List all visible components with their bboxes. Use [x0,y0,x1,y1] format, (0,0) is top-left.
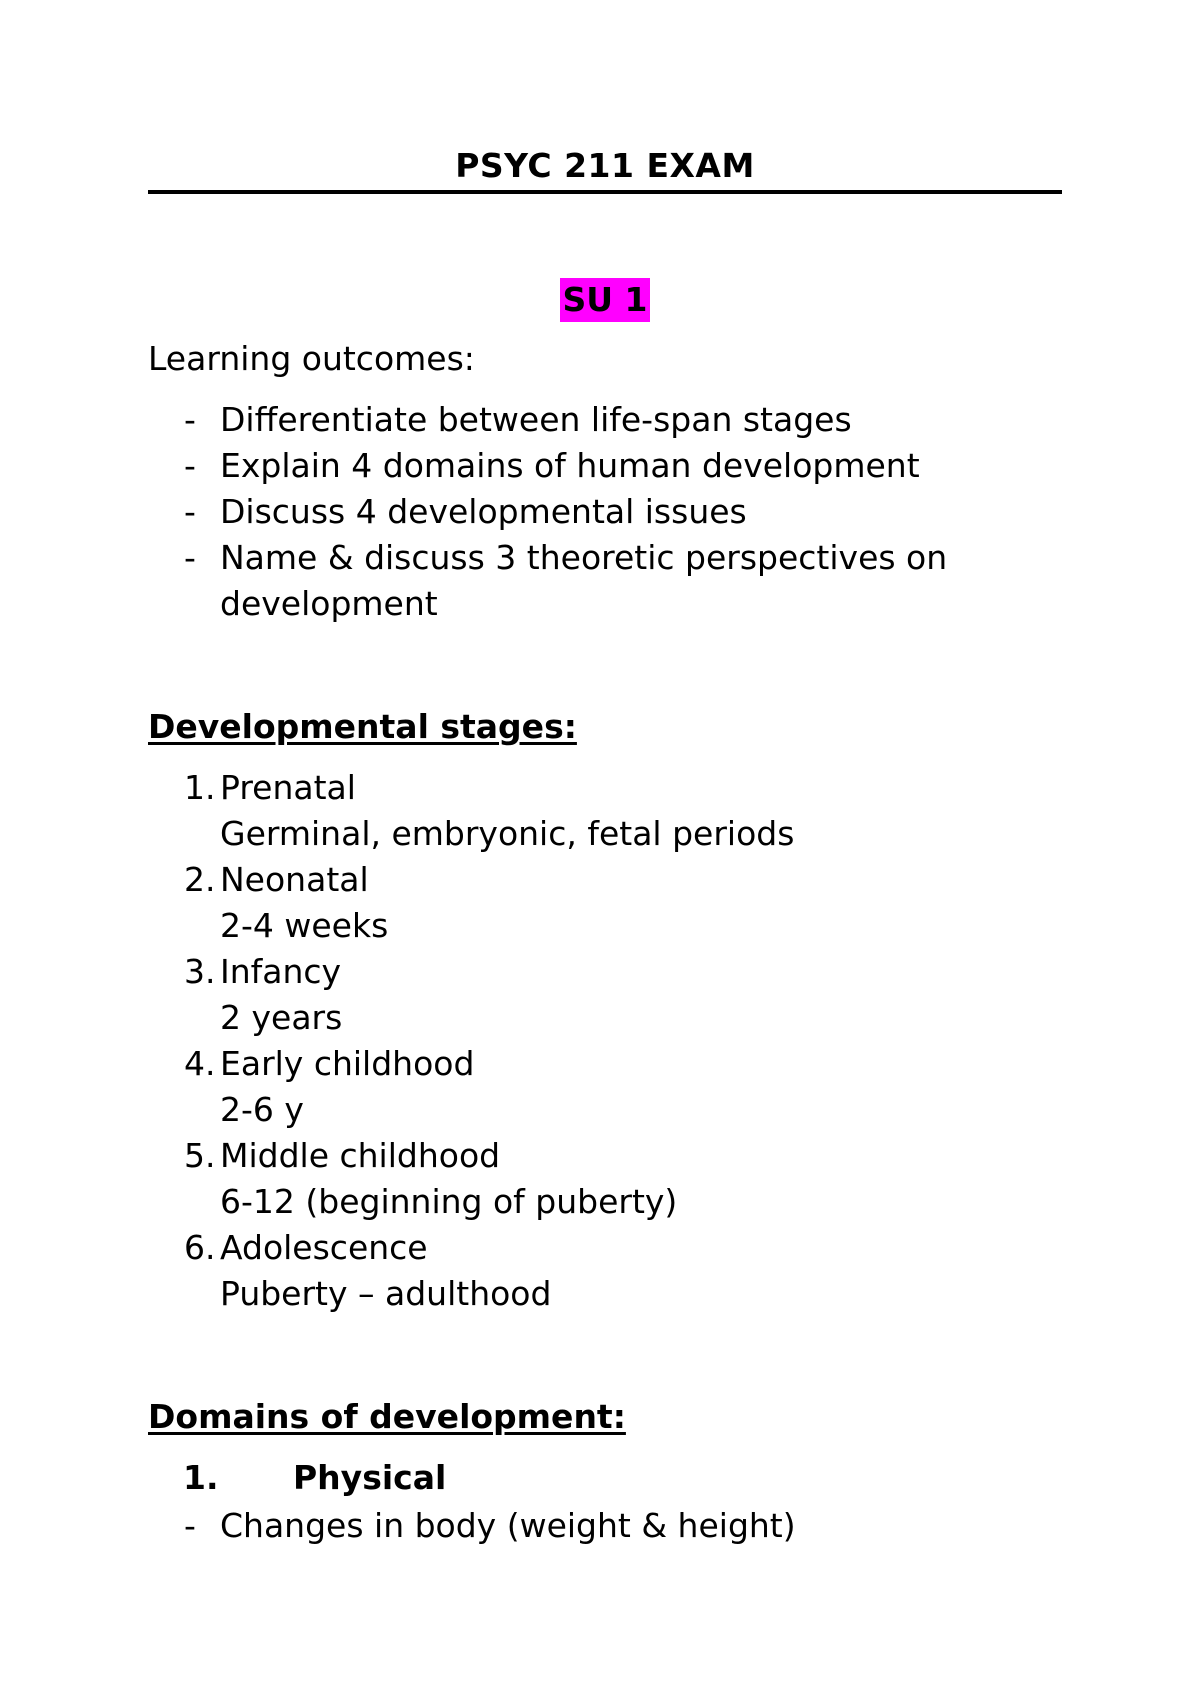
domain-name: Physical [293,1458,447,1497]
list-item [148,443,1062,489]
domain-point-text: Changes in body (weight & height) [220,1506,796,1545]
stage-number: 1. [184,768,216,807]
stage-detail: 2-6 y [220,1090,304,1129]
study-unit-row [148,278,1062,322]
dash-bullet: - [184,538,196,577]
dash-bullet: - [184,492,196,531]
outcome-text-continued: development [220,584,438,623]
document-title: PSYC 211 EXAM [455,146,755,185]
domain-heading-physical [183,1455,446,1501]
list-item [148,397,1062,443]
title-underline-rule [148,190,1062,194]
learning-outcomes-list [148,397,1062,627]
developmental-stages-heading: Developmental stages: [148,707,577,746]
stage-number: 6. [184,1228,216,1267]
stage-item [148,1041,1062,1133]
stage-number: 3. [184,952,216,991]
stage-item [148,857,1062,949]
list-item [148,535,1062,627]
stage-detail: 2-4 weeks [220,906,389,945]
stage-name: Neonatal [220,860,369,899]
stage-name: Adolescence [220,1228,428,1267]
developmental-stages-list [148,765,1062,1317]
stage-number: 4. [184,1044,216,1083]
outcome-text: Differentiate between life-span stages [220,400,852,439]
stage-name: Prenatal [220,768,356,807]
outcome-text: Discuss 4 developmental issues [220,492,747,531]
study-unit-highlight: SU 1 [560,278,649,322]
stage-item [148,949,1062,1041]
stage-name: Middle childhood [220,1136,501,1175]
dash-bullet: - [184,1506,196,1545]
list-item [148,1503,1062,1549]
dash-bullet: - [184,400,196,439]
stage-number: 2. [184,860,216,899]
stage-detail: Puberty – adulthood [220,1274,552,1313]
domain-number: 1. [183,1458,219,1497]
stage-item [148,1225,1062,1317]
outcome-text: Name & discuss 3 theoretic perspectives on [220,538,948,577]
dash-bullet: - [184,446,196,485]
stage-number: 5. [184,1136,216,1175]
stage-detail: 6-12 (beginning of puberty) [220,1182,678,1221]
stage-name: Infancy [220,952,342,991]
stage-detail: Germinal, embryonic, fetal periods [220,814,795,853]
stage-name: Early childhood [220,1044,475,1083]
outcome-text: Explain 4 domains of human development [220,446,920,485]
physical-domain-points [148,1503,1062,1549]
list-item [148,489,1062,535]
stage-item [148,765,1062,857]
learning-outcomes-label: Learning outcomes: [148,339,475,378]
domains-of-development-heading: Domains of development: [148,1397,626,1436]
stage-item [148,1133,1062,1225]
stage-detail: 2 years [220,998,343,1037]
